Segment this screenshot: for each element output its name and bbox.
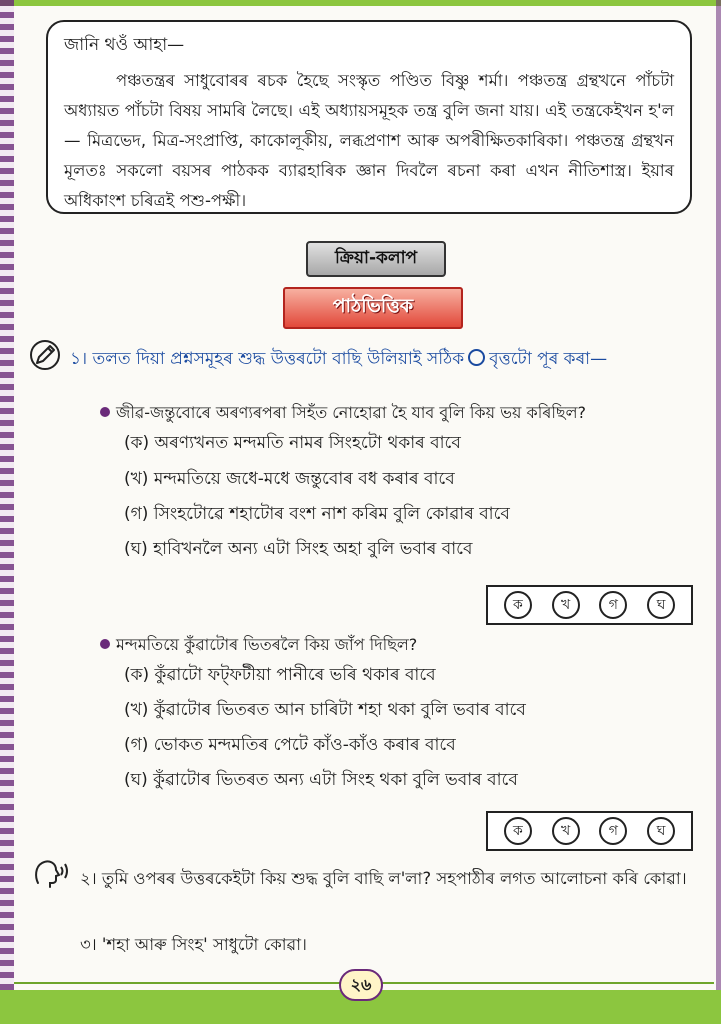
- activity-badge: ক্ৰিয়া-কলাপ: [306, 241, 446, 277]
- answer-circle-ka[interactable]: ক: [504, 817, 532, 845]
- option-1b-ga: (গ) ভোকত মন্দমতিৰ পেটে কাঁও-কাঁও কৰাৰ বাবে: [124, 735, 456, 755]
- bullet-icon: [100, 639, 110, 649]
- question-2: ২। তুমি ওপৰৰ উত্তৰকেইটা কিয় শুদ্ধ বুলি বাছি ল'লা? সহপাঠীৰ লগত আলোচনা কৰি কোৱা।: [80, 869, 687, 888]
- option-1a-gha: (ঘ) হাবিখনলৈ অন্য এটা সিংহ অহা বুলি ভবাৰ বাবে: [124, 539, 473, 559]
- info-box: [46, 20, 692, 214]
- option-1a-ka: (ক) অৰণ্যখনত মন্দমতি নামৰ সিংহটো থকাৰ বাবে: [124, 433, 461, 453]
- speaking-head-icon: [32, 857, 70, 889]
- question-1-instruction: [70, 346, 607, 374]
- info-body: পঞ্চতন্ত্ৰৰ সাধুবোৰৰ ৰচক হৈছে সংস্কৃত পণ্ডিত বিষ্ণু শৰ্মা। পঞ্চতন্ত্ৰ গ্ৰন্থখনে পাঁচটা অধ্যায়ত পাঁচটা বিষয় সামৰি লৈছে। এই অধ্যায়সমূহক তন্ত্ৰ বুলি জনা যায়। এই তন্ত্ৰকেইখন হ'ল— মিত্ৰভেদ, মিত্ৰ-সংপ্ৰাপ্তি, কাকোলূকীয়, লব্ধপ্ৰণাশ আৰু অপৰীক্ষিতকাৰিকা। পঞ্চতন্ত্ৰ গ্ৰন্থখন মূলতঃ সকলো বয়সৰ পাঠকক ব্যাৱহাৰিক জ্ঞান দিবলৈ ৰচনা কৰা এখন নীতিশাস্ত্ৰ। ইয়াৰ অধিকাংশ চৰিত্ৰই পশু-পক্ষী।: [64, 71, 674, 210]
- answer-circle-gha[interactable]: ঘ: [647, 817, 675, 845]
- question-1-prefix: ১। তলত দিয়া প্ৰশ্নসমূহৰ শুদ্ধ উত্তৰটো বাছি উলিয়াই সঠিক: [70, 349, 465, 369]
- option-1a-kha: (খ) মন্দমতিয়ে জধে-মধে জন্তুবোৰ বধ কৰাৰ বাবে: [124, 469, 455, 489]
- top-strip: [0, 0, 721, 6]
- answer-box-1b: [486, 811, 693, 851]
- option-1a-ga: (গ) সিংহটোৱে শহাটোৰ বংশ নাশ কৰিম বুলি কোৱাৰ বাবে: [124, 504, 510, 524]
- option-1b-gha: (ঘ) কুঁৱাটোৰ ভিতৰত অন্য এটা সিংহ থকা বুলি ভবাৰ বাবে: [124, 770, 518, 790]
- answer-circle-kha[interactable]: খ: [552, 817, 580, 845]
- answer-circle-gha[interactable]: ঘ: [647, 591, 675, 619]
- left-decorative-border: [0, 0, 14, 1024]
- question-1b: মন্দমতিয়ে কুঁৱাটোৰ ভিতৰলৈ কিয় জাঁপ দিছিল?: [100, 632, 417, 659]
- question-1a: জীৱ-জন্তুবোৰে অৰণ্যৰপৰা সিহঁত নোহোৱা হৈ যাব বুলি কিয় ভয় কৰিছিল?: [100, 400, 586, 427]
- answer-circle-ga[interactable]: গ: [599, 591, 627, 619]
- right-decorative-border: [716, 0, 721, 1024]
- page-number: ২৬: [339, 969, 383, 1001]
- bullet-icon: [100, 407, 110, 417]
- question-3: ৩। 'শহা আৰু সিংহ' সাধুটো কোৱা।: [80, 935, 307, 954]
- answer-circle-ka[interactable]: ক: [504, 591, 532, 619]
- answer-box-1a: [486, 585, 693, 625]
- answer-circle-ga[interactable]: গ: [599, 817, 627, 845]
- circle-icon: [468, 349, 485, 366]
- text-based-badge: পাঠভিত্তিক: [283, 287, 463, 329]
- pencil-icon: [28, 338, 62, 372]
- option-1b-kha: (খ) কুঁৱাটোৰ ভিতৰত আন চাৰিটা শহা থকা বুলি ভবাৰ বাবে: [124, 700, 526, 720]
- question-1-suffix: বৃত্তটো পূৰ কৰা—: [489, 349, 608, 369]
- option-1b-ka: (ক) কুঁৱাটো ফট্‌ফটীয়া পানীৰে ভৰি থকাৰ বাবে: [124, 665, 436, 685]
- answer-circle-kha[interactable]: খ: [552, 591, 580, 619]
- info-heading: জানি থওঁ আহা—: [64, 35, 185, 55]
